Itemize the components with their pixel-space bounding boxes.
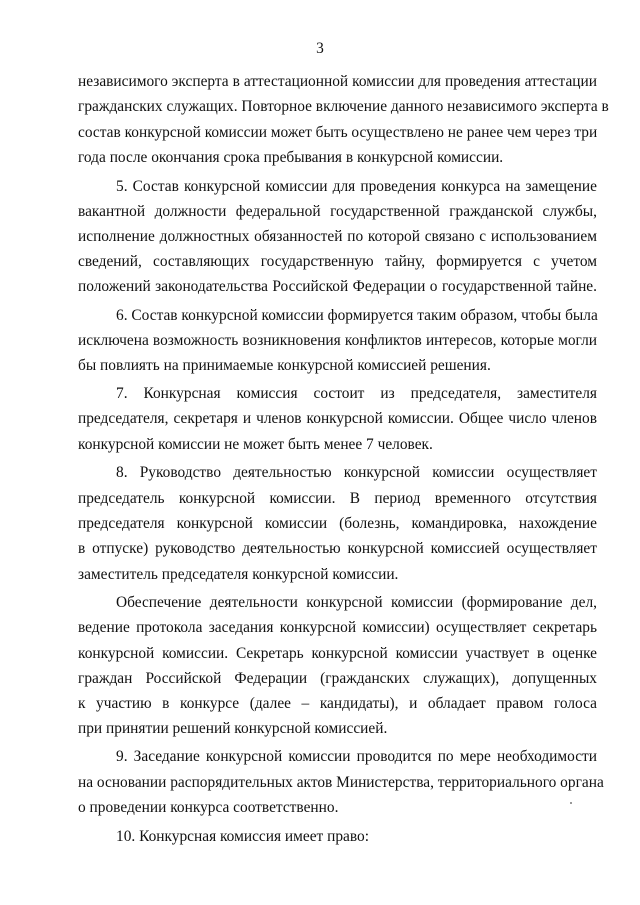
text-line: 7. Конкурсная комиссия состоит из председателя, заместителя [116,385,597,402]
text-line: вакантной должности федеральной государственной гражданской службы, [78,203,597,220]
text-line: председатель конкурсной комиссии. В период временного отсутствия [78,490,597,507]
page-number: 3 [316,40,324,57]
text-line: 9. Заседание конкурсной комиссии проводится по мере необходимости [116,748,597,765]
text-line: исключена возможность возникновения конфликтов интересов, которые могли [78,332,597,349]
text-line: гражданских служащих. Повторное включение данного независимого эксперта в [78,98,609,115]
text-line: к участию в конкурсе (далее – кандидаты), и обладает правом голоса [78,695,597,712]
text-line: 8. Руководство деятельностью конкурсной комиссии осуществляет [116,464,597,481]
text-line: заместитель председателя конкурсной комиссии. [78,566,399,583]
text-line: положений законодательства Российской Федерации о государственной тайне. [78,278,597,295]
text-line: на основании распорядительных актов Министерства, территориального органа [78,774,604,791]
text-line: граждан Российской Федерации (гражданских служащих), допущенных [78,670,597,687]
text-line: о проведении конкурса соответственно. [78,799,339,816]
text-line: независимого эксперта в аттестационной комиссии для проведения аттестации [78,73,597,90]
text-line: конкурсной комиссии. Секретарь конкурсной комиссии участвует в оценке [78,645,597,662]
text-line: 5. Состав конкурсной комиссии для проведения конкурса на замещение [116,178,597,195]
text-line: при принятии решений конкурсной комиссией. [78,720,388,737]
text-line: конкурсной комиссии не может быть менее 7 человек. [78,436,433,453]
text-line: года после окончания срока пребывания в конкурсной комиссии. [78,149,504,166]
text-line: председателя конкурсной комиссии (болезнь, командировка, нахождение [78,515,597,532]
text-line: в отпуске) руководство деятельностью конкурсной комиссией осуществляет [78,540,597,557]
text-line: 6. Состав конкурсной комиссии формируется таким образом, чтобы была [116,307,598,324]
text-line: состав конкурсной комиссии может быть осуществлено не ранее чем через три [78,124,598,141]
text-line: Обеспечение деятельности конкурсной комиссии (формирование дел, [116,594,597,611]
scan-speck [570,802,572,804]
text-line: ведение протокола заседания конкурсной комиссии) осуществляет секретарь [78,619,597,636]
text-line: 10. Конкурсная комиссия имеет право: [116,828,369,845]
text-line: сведений, составляющих государственную тайну, формируется с учетом [78,253,597,270]
text-line: бы повлиять на принимаемые конкурсной комиссией решения. [78,357,491,374]
text-line: председателя, секретаря и членов конкурсной комиссии. Общее число членов [78,410,597,427]
text-line: исполнение должностных обязанностей по которой связано с использованием [78,228,597,245]
